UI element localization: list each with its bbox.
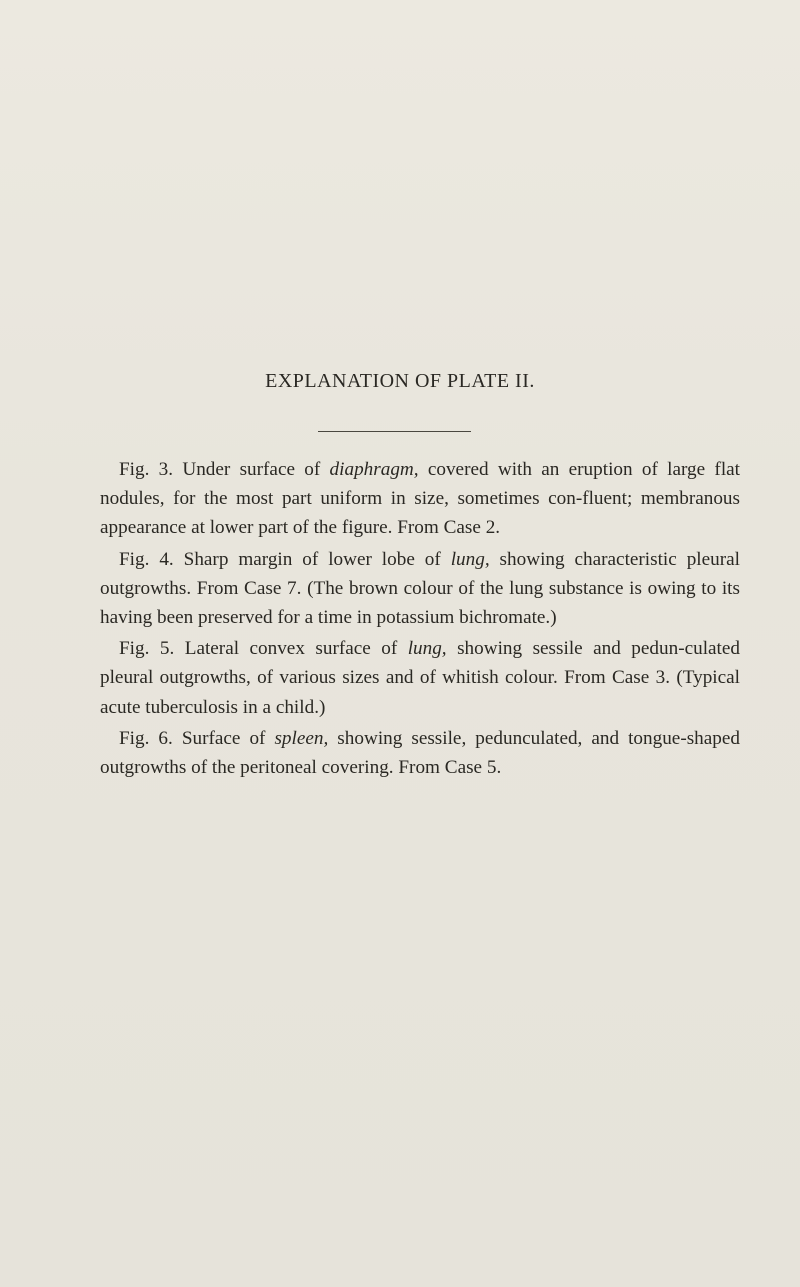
fig-5-paragraph	[100, 634, 740, 722]
fig-5-text: Fig. 5. Lateral convex surface of	[119, 638, 408, 660]
fig-3-text: Fig. 3. Under surface of	[119, 459, 330, 480]
fig-3-paragraph	[100, 455, 740, 543]
plate-heading: EXPLANATION OF PLATE II.	[265, 370, 535, 392]
fig-3-organ: diaphragm,	[329, 459, 419, 480]
fig-6-description: showing sessile, pedunculated, and tongue-shaped outgrowths of the peritoneal covering. From Case 5.	[100, 727, 740, 779]
figure-explanations	[100, 455, 740, 784]
fig-5-description: showing sessile and pedun-culated pleural outgrowths, of various sizes and of whitish colour. From Case 3. (Typical acute tuberculosis in a child.)	[100, 638, 740, 718]
fig-6-paragraph	[100, 724, 740, 782]
divider-rule	[318, 431, 471, 432]
fig-4-paragraph	[100, 545, 740, 633]
fig-5-organ: lung,	[407, 638, 447, 660]
fig-3-description: covered with an eruption of large flat nodules, for the most part uniform in size, sometimes con-fluent; membranous appearance at lower part of the figure. From Case 2.	[100, 459, 741, 539]
fig-6-text: Fig. 6. Surface of	[119, 727, 275, 749]
fig-6-organ: spleen,	[274, 727, 329, 749]
fig-4-organ: lung,	[450, 548, 490, 570]
fig-4-text: Fig. 4. Sharp margin of lower lobe of	[119, 548, 451, 570]
fig-4-description: showing characteristic pleural outgrowths. From Case 7. (The brown colour of the lung substance is owing to its having been preserved for a time in potassium bichromate.)	[100, 548, 740, 629]
